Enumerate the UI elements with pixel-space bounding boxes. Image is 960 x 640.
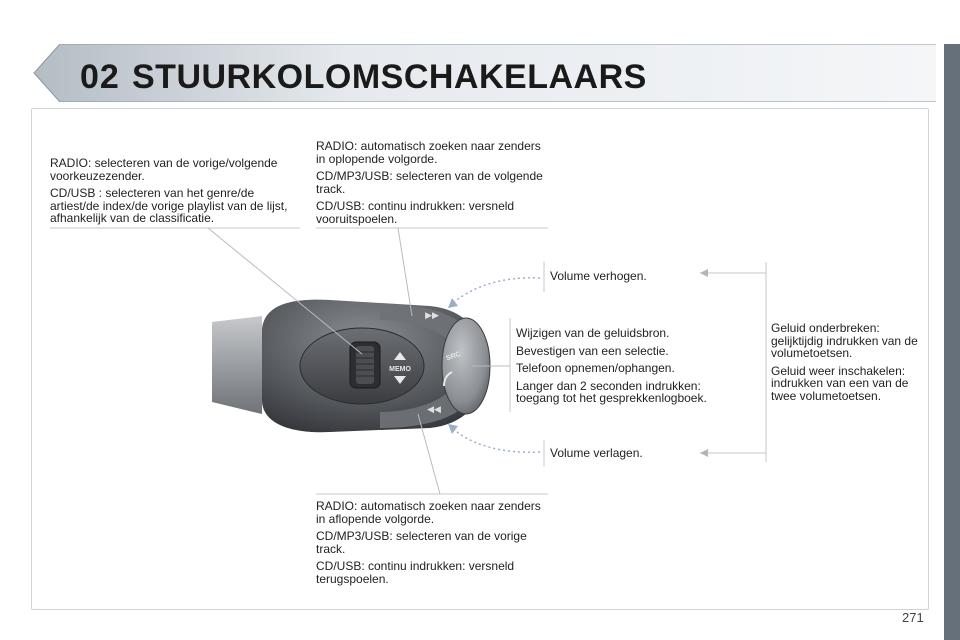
- callout-middle: [516, 327, 738, 410]
- callout-text: CD/MP3/USB: selecteren van de vorige track.: [316, 529, 527, 556]
- callout-top-center: [316, 140, 548, 230]
- callout-text: Telefoon opnemen/ophangen.: [516, 361, 675, 375]
- leader-forward: [398, 228, 412, 316]
- memo-label: MEMO: [389, 366, 411, 373]
- callout-text: Bevestigen van een selectie.: [516, 343, 669, 358]
- callout-text: CD/MP3/USB: selecteren van de volgende track.: [316, 169, 543, 196]
- pointer-triangle-icon: [700, 269, 708, 277]
- callout-top-left: [50, 157, 302, 230]
- callout-text: RADIO: automatisch zoeken naar zenders in aflopende volgorde.: [316, 499, 541, 526]
- src-label: SRC: [445, 350, 462, 363]
- callout-text: Geluid weer inschakelen: indrukken van een van de twee volumetoetsen.: [771, 363, 909, 403]
- chapter-number: 02: [80, 58, 120, 96]
- callout-text: Wijzigen van de geluidsbron.: [516, 326, 670, 340]
- thumbwheel[interactable]: [350, 342, 380, 388]
- page-title: STUURKOLOMSCHAKELAARS: [132, 58, 647, 96]
- callout-bottom-center: [316, 500, 548, 590]
- control-stalk: [212, 316, 262, 414]
- callout-text: RADIO: selecteren van de vorige/volgende voorkeuzezender.: [50, 156, 278, 183]
- rewind-icon: ◀◀: [427, 405, 441, 415]
- callout-volume-up: Volume verhogen.: [550, 269, 647, 283]
- volume-down-arrow: [452, 428, 540, 452]
- callout-text: CD/USB: continu indrukken: versneld terugspoelen.: [316, 559, 515, 586]
- callout-text: Geluid onderbreken: gelijktijdig indrukken van de volumetoetsen.: [771, 321, 918, 360]
- callout-right: [771, 322, 931, 407]
- callout-volume-down: Volume verlagen.: [550, 446, 643, 460]
- pointer-triangle-icon: [700, 449, 708, 457]
- page-number: 271: [902, 610, 924, 625]
- callout-text: Langer dan 2 seconden indrukken: toegang tot het gesprekkenlogboek.: [516, 378, 707, 405]
- callout-text: RADIO: automatisch zoeken naar zenders in oplopende volgorde.: [316, 139, 541, 166]
- volume-up-arrow: [452, 278, 540, 304]
- callout-text: CD/USB : selecteren van het genre/de artiest/de index/de vorige playlist van de lijst, afhankelijk van de classificatie.: [50, 186, 288, 225]
- callout-text: CD/USB: continu indrukken: versneld vooruitspoelen.: [316, 199, 515, 226]
- forward-icon: ▶▶: [425, 311, 439, 321]
